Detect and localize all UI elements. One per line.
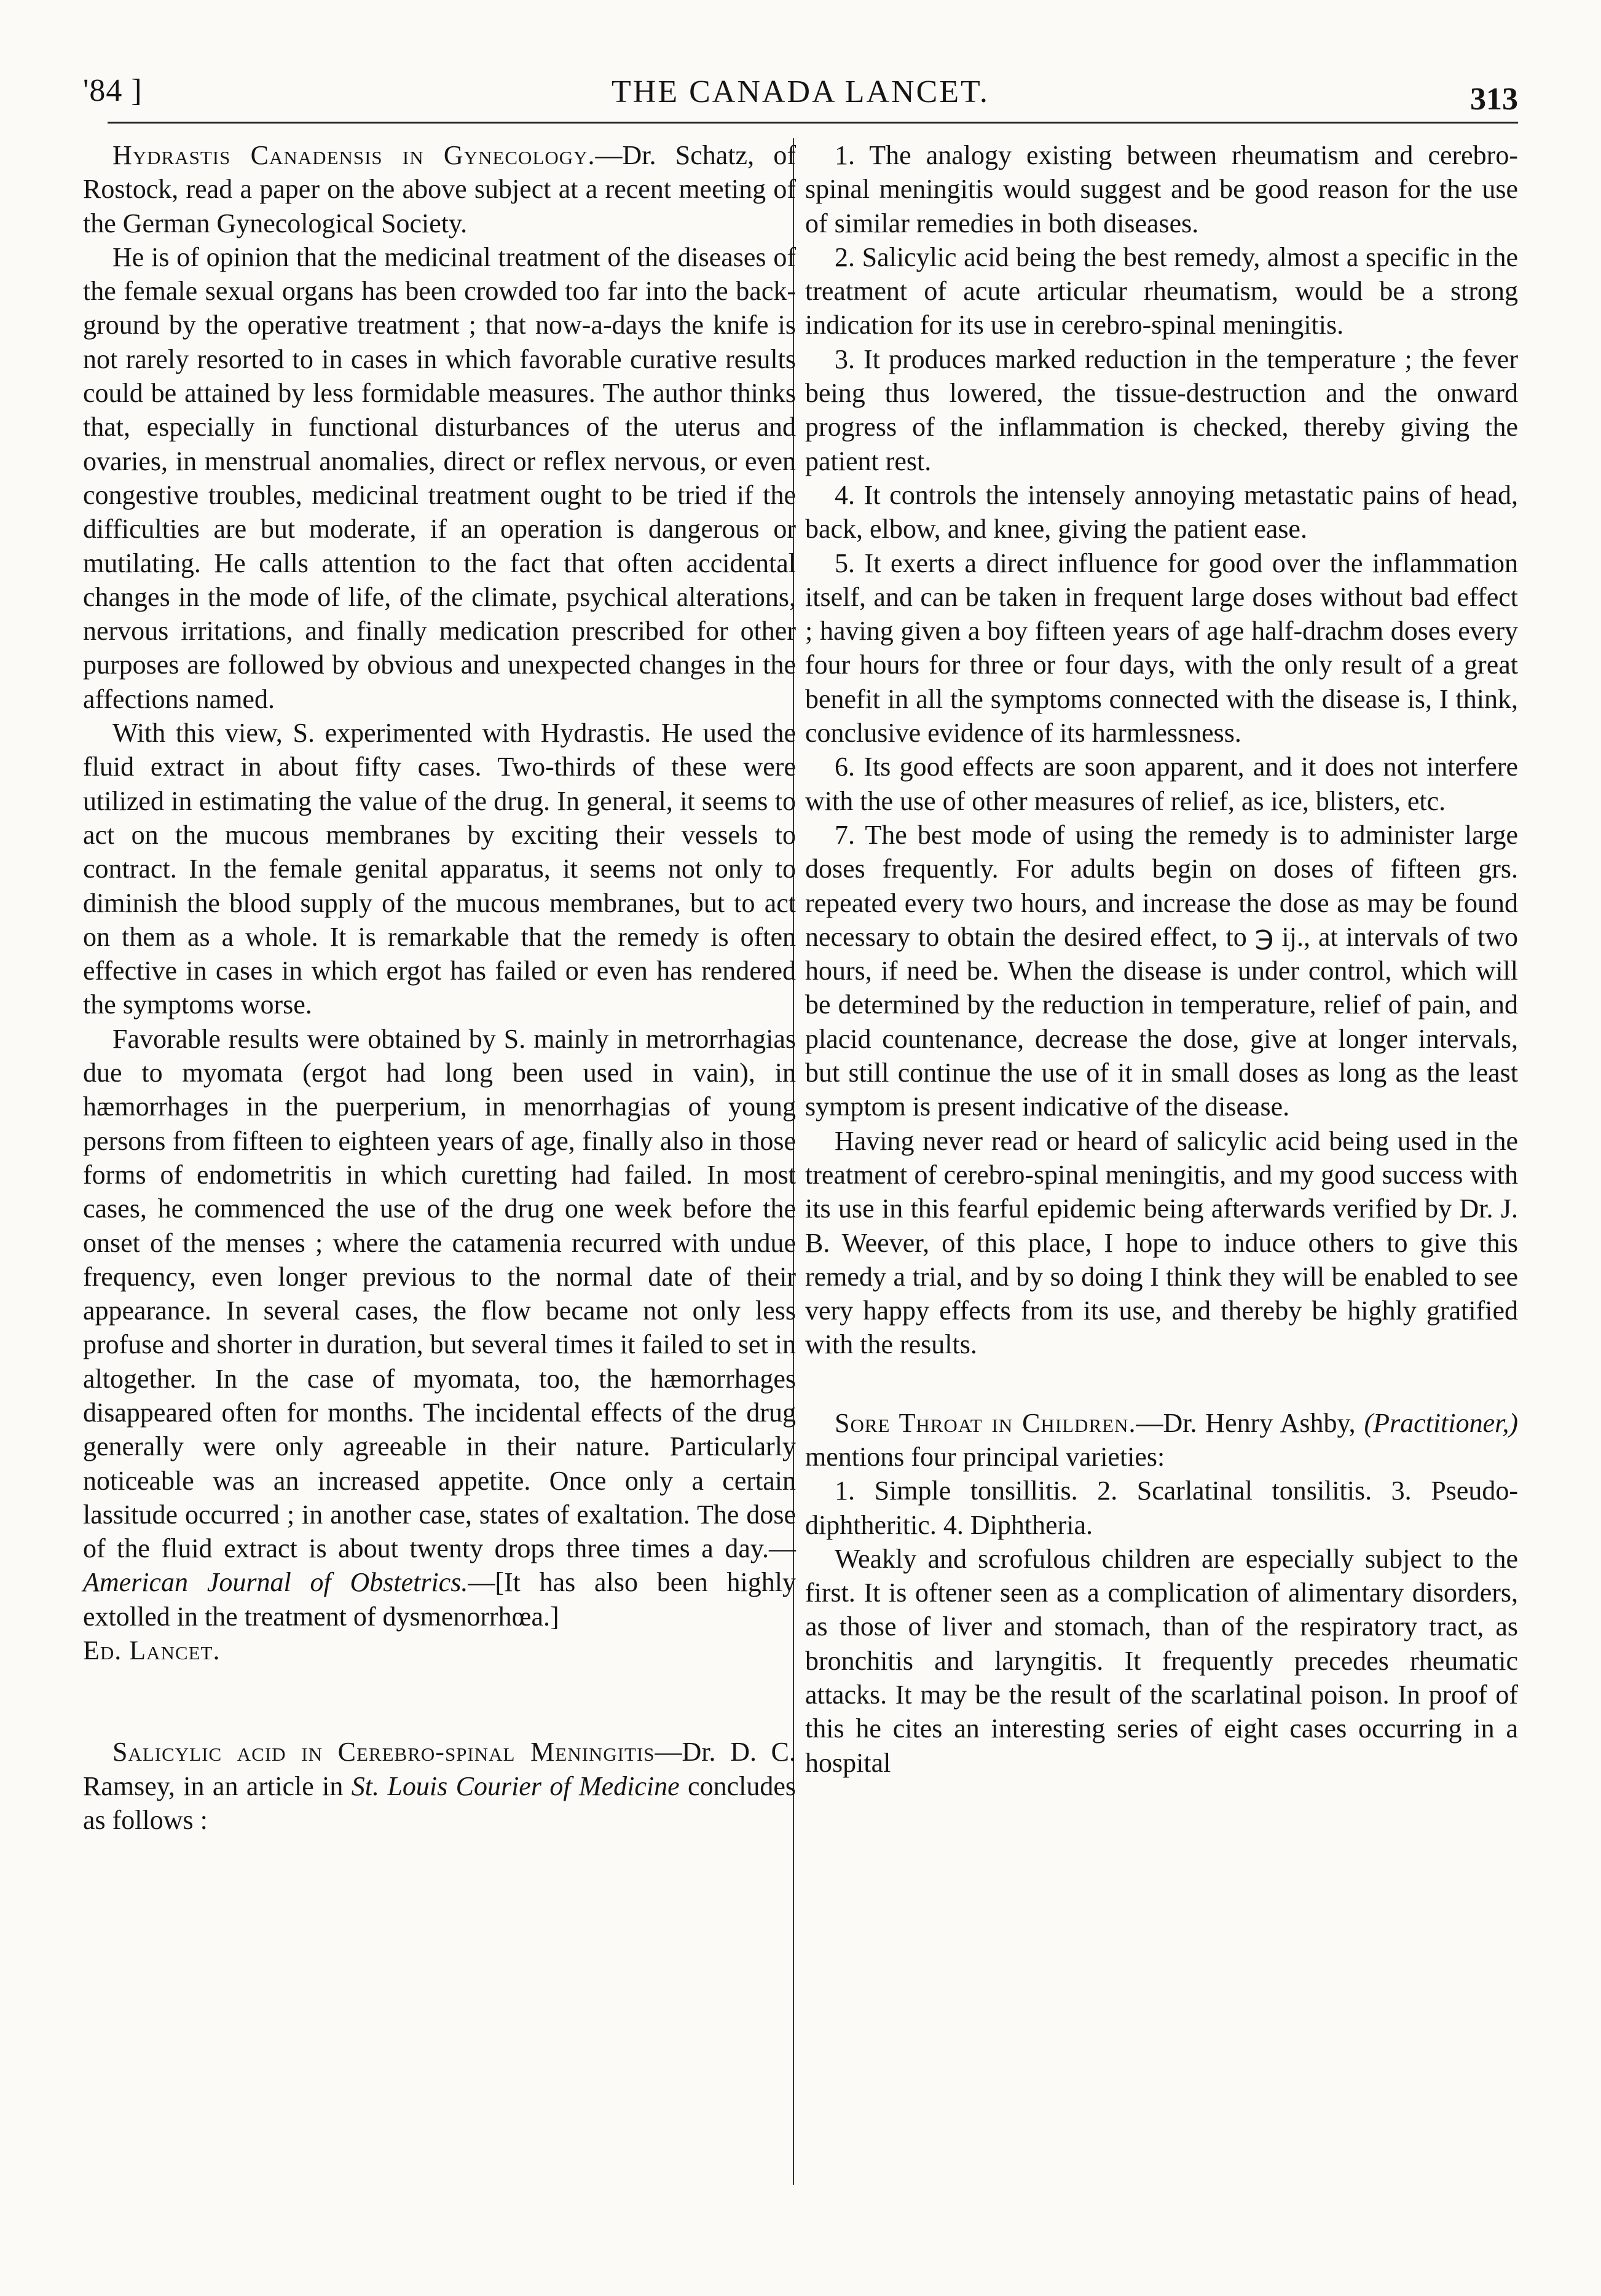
right-column [805,138,1518,2228]
section-gap [805,1362,1518,1406]
sore-throat-heading: Sore Throat in Children. [835,1407,1136,1438]
hydrastis-intro: Hydrastis Canadensis in Gynecology.—Dr. Schatz, of Rostock, read a paper on the above subject at a recent meeting of the German Gynecological Society. [83,140,796,238]
sore-throat-paragraph-1: Weakly and scrofulous children are especially subject to the first. It is oftener seen as a complication of alimentary disorders, as those of liver and stomach, than of the respiratory tract, as bronchitis and laryngitis. It frequently precedes rheumatic attacks. It may be the result of the scarlatinal poison. In proof of this he cites an interesting series of eight cases occurring in a hospital [805,1543,1518,1778]
salicylic-intro: Salicylic acid in Cerebro-spinal Meningitis—Dr. D. C. Ramsey, in an article in St. Louis Courier of Medicine concludes as follows : [83,1737,797,1835]
hydrastis-paragraph-3: Favorable results were obtained by S. mainly in metrorrhagias due to myomata (ergot had long been used in vain), in hæmorrhages in the puerperium, in menorrhagias of young persons from fifteen to eighteen years of age, finally also in those forms of endometritis in which curetting had failed. In most cases, he commenced the use of the drug one week before the onset of the menses ; where the catamenia recurred with undue frequency, even longer previous to the normal date of their appearance. In several cases, the flow became not only less profuse and shorter in duration, but several times it failed to set in altogether. In the case of myomata, too, the hæmorrhages disappeared often for months. The incidental effects of the drug generally were only agreeable in their nature. Particularly noticeable was an increased appetite. Once only a certain lassitude occurred ; in another case, states of exaltation. The dose of the fluid extract is about twenty drops three times a day.—American Journal of Obstetrics.—[It has also been highly extolled in the treatment of dysmenorrhœa.] [83,1023,796,1632]
numbered-item: 6. Its good effects are soon apparent, and it does not interfere with the use of other measures of relief, as ice, blisters, etc. [805,752,1518,816]
editor-note: —[It has also been highly extolled in the treatment of dysmenorrhœa.] [83,1567,796,1632]
left-column [83,138,796,2228]
journal-title: THE CANADA LANCET. [612,74,989,109]
hydrastis-paragraph-2: With this view, S. experimented with Hydrastis. He used the fluid extract in about fifty cases. Two-thirds of these were utilized in estimating the value of the drug. In general, it seems to act on the mucous membranes by exciting their vessels to contract. In the female genital apparatus, it seems not only to diminish the blood supply of the mucous membranes, but to act on them as a whole. It is remarkable that the remedy is often effective in cases in which ergot has failed or even has rendered the symptoms worse. [83,718,796,1020]
sore-throat-varieties: 1. Simple tonsillitis. 2. Scarlatinal tonsilitis. 3. Pseudo-diphtheritic. 4. Diphtheria. [805,1476,1518,1540]
section-gap [83,1667,796,1735]
salicylic-conclusion: Having never read or heard of salicylic acid being used in the treatment of cerebro-spinal meningitis, and my good success with its use in this fearful epidemic being afterwards verified by Dr. J. B. Weever, of this place, I hope to induce others to give this remedy a trial, and by so doing I think they will be enabled to see very happy effects from its use, and thereby be highly gratified with the results. [805,1125,1518,1360]
numbered-item: 3. It produces marked reduction in the temperature ; the fever being thus lowered, the tissue-destruction and the onward progress of the inflammation is checked, thereby giving the patient rest. [805,344,1518,476]
hydrastis-source: American Journal of Obstetrics. [83,1567,468,1598]
salicylic-source: St. Louis Courier of Medicine [351,1771,680,1801]
header-rule [108,122,1518,124]
hydrastis-paragraph-1: He is of opinion that the medicinal treatment of the diseases of the female sexual organs has been crowded too far into the back-ground by the operative treatment ; that now-a-days the knife is not rarely resorted to in cases in which favorable curative results could be attained by less formidable measures. The author thinks that, especially in functional disturbances of the uterus and ovaries, in menstrual anomalies, direct or reflex nervous, or even congestive troubles, medicinal treatment ought to be tried if the difficulties are but moderate, if an operation is dangerous or mutilating. He calls attention to the fact that often accidental changes in the mode of life, of the climate, psychical alterations, nervous irritations, and finally medication prescribed for other purposes are followed by obvious and unexpected changes in the affections named. [83,242,796,714]
page-number: 313 [1470,82,1518,117]
numbered-item: 2. Salicylic acid being the best remedy, almost a specific in the treatment of acute articular rheumatism, would be a strong indication for its use in cerebro-spinal meningitis. [805,242,1518,340]
numbered-item: 7. The best mode of using the remedy is to administer large doses frequently. For adults begin on doses of fifteen grs. repeated every two hours, and increase the dose as may be found necessary to obtain the desired effect, to ℈ ij., at intervals of two hours, if need be. When the disease is under control, which will be determined by the reduction in temperature, relief of pain, and placid countenance, decrease the dose, give at longer intervals, but still continue the use of it in small doses as long as the least symptom is present indicative of the disease. [805,819,1518,1122]
sore-throat-intro: Sore Throat in Children.—Dr. Henry Ashby, (Practitioner,) mentions four principal varieties: [805,1407,1518,1472]
numbered-item: 4. It controls the intensely annoying metastatic pains of head, back, elbow, and knee, giving the patient ease. [805,479,1518,545]
hydrastis-heading: Hydrastis Canadensis in Gynecology. [112,140,596,170]
salicylic-heading: Salicylic acid in Cerebro-spinal Meningitis [112,1737,655,1767]
volume-year: '84 ] [83,73,143,108]
numbered-item: 1. The analogy existing between rheumatism and cerebro-spinal meningitis would suggest and be good reason for the use of similar remedies in both diseases. [805,140,1518,238]
sore-throat-source: (Practitioner,) [1364,1407,1518,1438]
running-header [83,73,1518,127]
numbered-item: 5. It exerts a direct influence for good over the inflammation itself, and can be taken in frequent large doses without bad effect ; having given a boy fifteen years of age half-drachm doses every four hours for three or four days, with the only result of a great benefit in all the symptoms connected with the disease is, I think, conclusive evidence of its harmlessness. [805,548,1518,749]
editor-signature: Ed. Lancet. [83,1635,221,1666]
